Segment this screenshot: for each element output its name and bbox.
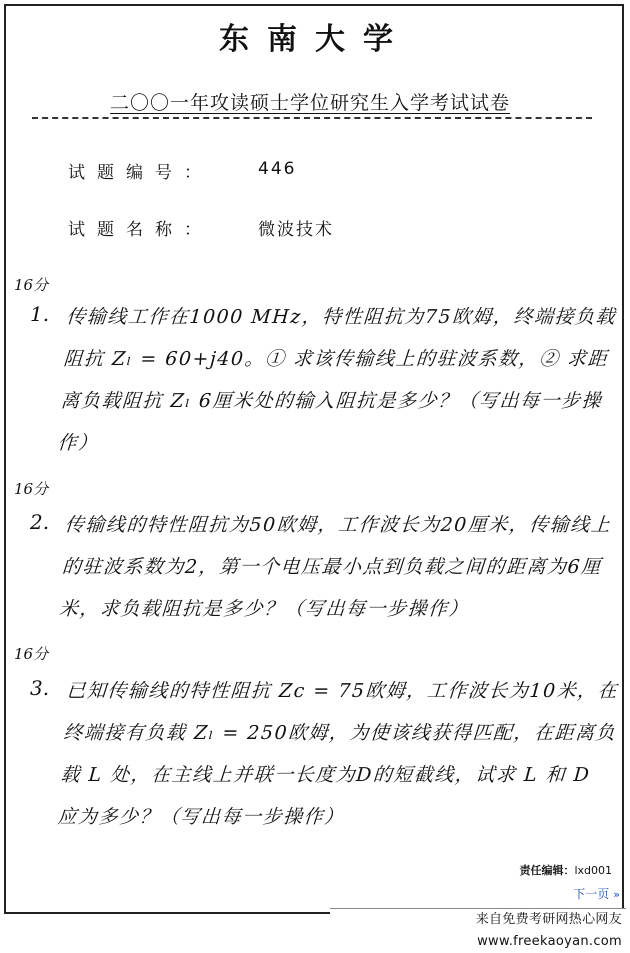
source-watermark: 来自免费考研网热心网友 www.freekaoyan.com	[330, 908, 626, 930]
chevron-right-icon: »	[613, 888, 620, 901]
divider	[32, 117, 592, 119]
question-3-text: 已知传输线的特性阻抗 Zc = 75欧姆，工作波长为10米，在终端接有负载 Zₗ = 250欧姆，为使该线获得匹配，在距离负载 L 处，在主线上并联一长度为D的短截线，试求 L 和 D 应为多少？（写出每一步操作）	[56, 680, 619, 828]
next-page-label: 下一页	[573, 887, 610, 901]
question-1-text: 传输线工作在1000 MHz，特性阻抗为75欧姆，终端接负载阻抗 Zₗ = 60+j40。① 求该传输线上的驻波系数，② 求距离负载阻抗 Zₗ 6厘米处的输入阻抗是多少？（写出每一步操作）	[56, 306, 617, 454]
question-2-number: 2.	[30, 510, 50, 534]
question-1-number: 1.	[30, 302, 50, 326]
editor-credit	[519, 862, 612, 878]
question-3-number: 3.	[30, 676, 50, 700]
exam-name-label: 试题名称：	[68, 220, 213, 240]
question-2-text: 传输线的特性阻抗为50欧姆，工作波长为20厘米，传输线上的驻波系数为2，第一个电压最小点到负载之间的距离为6厘米，求负载阻抗是多少？（写出每一步操作）	[58, 514, 613, 620]
exam-title: 二〇〇一年攻读硕士学位研究生入学考试试卷	[109, 92, 510, 114]
question-1-score: 16分	[14, 276, 49, 294]
editor-name: lxd001	[574, 864, 612, 877]
university-name: 东南大学	[219, 22, 411, 57]
exam-name-value: 微波技术	[258, 220, 334, 240]
exam-code-value: 446	[258, 159, 297, 179]
next-page-link[interactable]	[573, 885, 620, 902]
exam-code-label: 试题编号：	[68, 163, 213, 183]
question-2-score: 16分	[14, 480, 49, 498]
question-3-score: 16分	[14, 645, 49, 663]
editor-label: 责任编辑：	[519, 864, 575, 877]
